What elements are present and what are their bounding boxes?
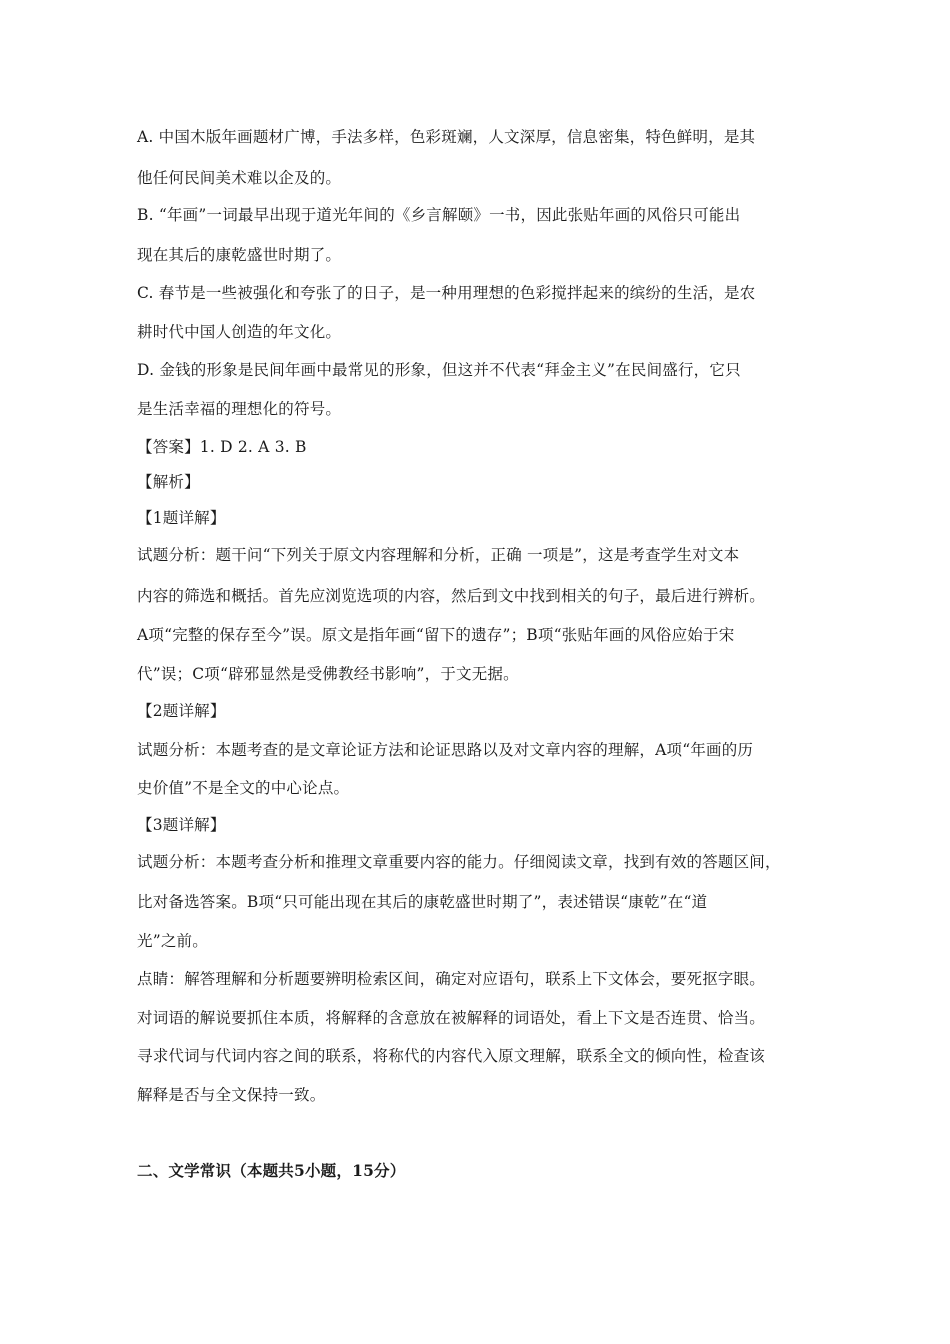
analysis-heading: 【解析】 [137, 473, 200, 491]
tip-line-2: 对词语的解说要抓住本质，将解释的含意放在被解释的词语处，看上下文是否连贯、恰当。 [137, 1009, 766, 1027]
section-heading: 二、文学常识（本题共5小题，15分） [137, 1161, 406, 1180]
q3-analysis-line-2: 比对备选答案。B项“只可能出现在其后的康乾盛世时期了”，表述错误“康乾”在“道 [137, 893, 708, 911]
option-a-line-1: A. 中国木版年画题材广博，手法多样，色彩斑斓，人文深厚，信息密集，特色鲜明，是其 [137, 128, 756, 146]
q3-analysis-line-1: 试题分析：本题考查分析和推理文章重要内容的能力。仔细阅读文章，找到有效的答题区间， [137, 853, 781, 871]
tip-line-1: 点睛：解答理解和分析题要辨明检索区间，确定对应语句，联系上下文体会，要死抠字眼。 [137, 970, 766, 988]
option-d-line-2: 是生活幸福的理想化的符号。 [137, 400, 342, 418]
q2-heading: 【2题详解】 [137, 702, 226, 720]
q1-heading: 【1题详解】 [137, 509, 226, 527]
answer-line: 【答案】1. D 2. A 3. B [137, 438, 307, 456]
option-c-line-1: C. 春节是一些被强化和夸张了的日子，是一种用理想的色彩搅拌起来的缤纷的生活，是农 [137, 284, 756, 302]
q3-heading: 【3题详解】 [137, 816, 226, 834]
tip-line-3: 寻求代词与代词内容之间的联系，将称代的内容代入原文理解，联系全文的倾向性，检查该 [137, 1047, 766, 1065]
q1-analysis-line-3: A项“完整的保存至今”误。原文是指年画“留下的遗存”；B项“张贴年画的风俗应始于宋 [137, 626, 735, 644]
option-b-line-1: B. “年画”一词最早出现于道光年间的《乡言解颐》一书，因此张贴年画的风俗只可能出 [137, 206, 741, 224]
option-a-line-2: 他任何民间美术难以企及的。 [137, 169, 342, 187]
option-b-line-2: 现在其后的康乾盛世时期了。 [137, 246, 342, 264]
tip-line-4: 解释是否与全文保持一致。 [137, 1086, 326, 1104]
q2-analysis-line-2: 史价值”不是全文的中心论点。 [137, 779, 350, 797]
q1-analysis-line-4: 代”误；C项“辟邪显然是受佛教经书影响”，于文无据。 [137, 665, 519, 683]
q1-analysis-line-1: 试题分析：题干问“下列关于原文内容理解和分析，正确 一项是”，这是考查学生对文本 [137, 546, 740, 564]
option-c-line-2: 耕时代中国人创造的年文化。 [137, 323, 342, 341]
q1-analysis-line-2: 内容的筛选和概括。首先应浏览选项的内容，然后到文中找到相关的句子，最后进行辨析。 [137, 587, 766, 605]
q2-analysis-line-1: 试题分析：本题考查的是文章论证方法和论证思路以及对文章内容的理解，A项“年画的历 [137, 741, 754, 759]
q3-analysis-line-3: 光”之前。 [137, 932, 208, 950]
option-d-line-1: D. 金钱的形象是民间年画中最常见的形象，但这并不代表“拜金主义”在民间盛行，它只 [137, 361, 741, 379]
